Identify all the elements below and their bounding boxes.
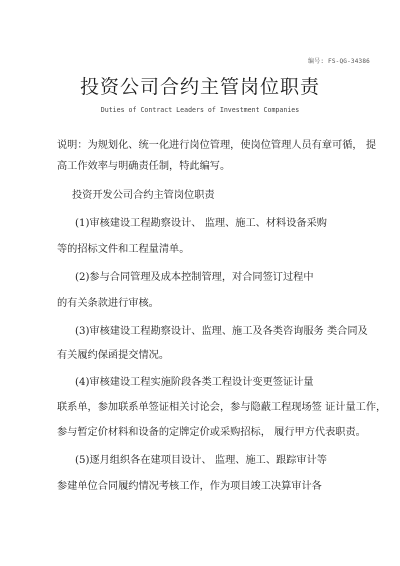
- duty-1-line-2: 等的招标文件和工程量清单。: [57, 244, 190, 255]
- duty-3-line-2: 有关履约保函提交情况。: [57, 350, 170, 361]
- duty-3-line-1: (3)审核建设工程勘察设计、监理、施工及各类咨询服务 类合同及: [75, 326, 368, 337]
- duty-1-line-1: (1)审核建设工程勘察设计、 监理、施工、材料设备采购: [75, 218, 327, 229]
- section-heading: 投资开发公司合约主管岗位职责: [72, 190, 215, 201]
- intro-line-2: 高工作效率与明确责任制，特此编写。: [57, 161, 231, 172]
- duty-2-line-1: (2)参与合同管理及成本控制管理，对合同签订过程中: [75, 272, 314, 283]
- document-title: 投资公司合约主管岗位职责: [79, 76, 320, 98]
- duty-4-line-3: 参与暂定价材料和设备的定牌定价或采购招标， 履行甲方代表职责。: [57, 427, 366, 438]
- duty-5-line-2: 参建单位合同履约情况考核工作，作为项目竣工决算审计各: [57, 481, 322, 492]
- intro-line-1: 说明：为规划化、统一化进行岗位管理，使岗位管理人员有章可循， 提: [57, 140, 377, 151]
- document-subtitle: Duties of Contract Leaders of Investment Companies: [100, 106, 300, 114]
- duty-5-line-1: (5)逐月组织各在建项目设计、 监理、施工、跟踪审计等: [75, 455, 327, 466]
- duty-4-line-1: (4)审核建设工程实施阶段各类工程设计变更签证计量: [75, 377, 314, 388]
- duty-4-line-2: 联系单，参加联系单签证相关讨论会，参与隐蔽工程现场签 证计量工作，: [57, 402, 387, 413]
- duty-2-line-2: 的有关条款进行审核。: [57, 298, 159, 309]
- document-code: 编号: FS-QG-34386: [308, 58, 370, 65]
